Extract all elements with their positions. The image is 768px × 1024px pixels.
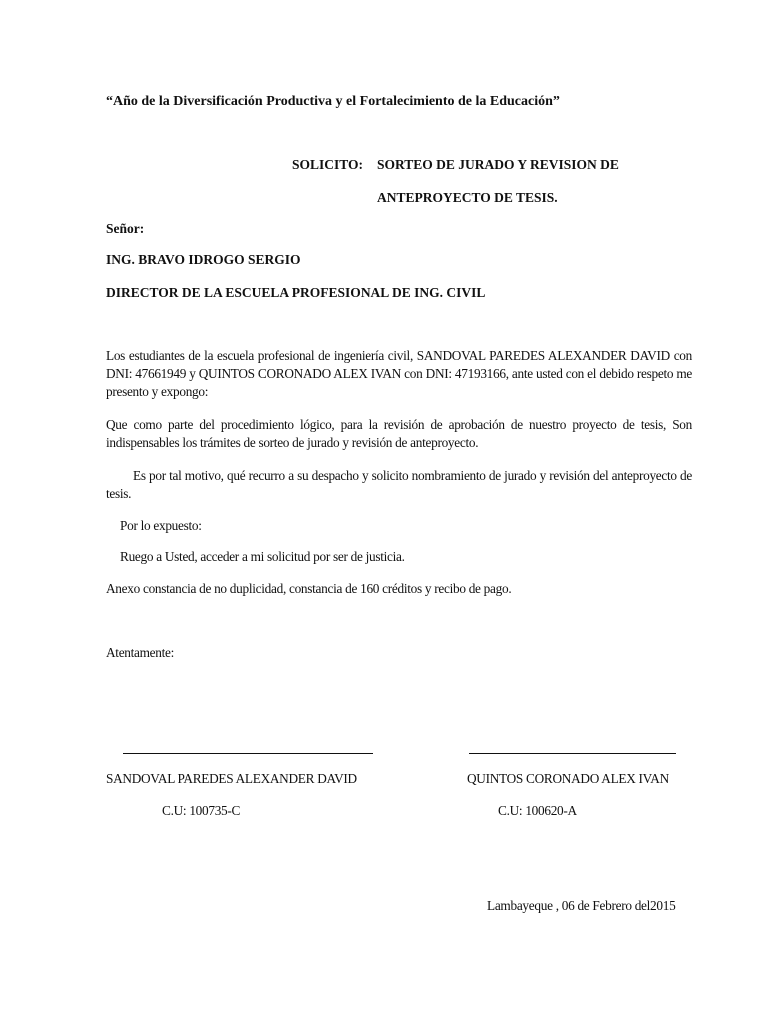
addressee-name: ING. BRAVO IDROGO SERGIO [106,252,301,267]
request-subject-line1: SORTEO DE JURADO Y REVISION DE [377,157,619,172]
salutation: Señor: [106,221,145,236]
signature-line-2 [469,753,676,754]
por-lo-expuesto: Por lo expuesto: [120,518,202,533]
closing-text: Atentamente: [106,645,175,660]
addressee-position: DIRECTOR DE LA ESCUELA PROFESIONAL DE ING. CIVIL [106,285,486,300]
request-label: SOLICITO: [292,157,364,172]
signer-2-code: C.U: 100620-A [498,803,577,818]
signer-1-name: SANDOVAL PAREDES ALEXANDER DAVID [106,771,357,786]
body-paragraph-1: Los estudiantes de la escuela profesional de ingeniería civil, SANDOVAL PAREDES ALEXANDER DAVID con DNI: 47661949 y QUINTOS CORONADO ALEX IVAN con DNI: 47193166, ante usted con el debido respeto me presento y expongo: [106,348,692,399]
body-paragraph-3: Es por tal motivo, qué recurro a su despacho y solicito nombramiento de jurado y revisión del anteproyecto de tesis. [106,468,692,501]
year-motto: “Año de la Diversificación Productiva y el Fortalecimiento de la Educación” [106,94,560,109]
signature-line-1 [123,753,373,754]
place-date: Lambayeque , 06 de Febrero del2015 [487,898,676,913]
anexo-text: Anexo constancia de no duplicidad, constancia de 160 créditos y recibo de pago. [106,581,512,596]
signer-2-name: QUINTOS CORONADO ALEX IVAN [467,771,669,786]
request-subject-line2: ANTEPROYECTO DE TESIS. [377,190,558,205]
body-paragraph-2: Que como parte del procedimiento lógico, para la revisión de aprobación de nuestro proyecto de tesis, Son indispensables los trámites de sorteo de jurado y revisión de anteproyecto. [106,417,692,450]
ruego-text: Ruego a Usted, acceder a mi solicitud por ser de justicia. [120,549,405,564]
signer-1-code: C.U: 100735-C [162,803,241,818]
